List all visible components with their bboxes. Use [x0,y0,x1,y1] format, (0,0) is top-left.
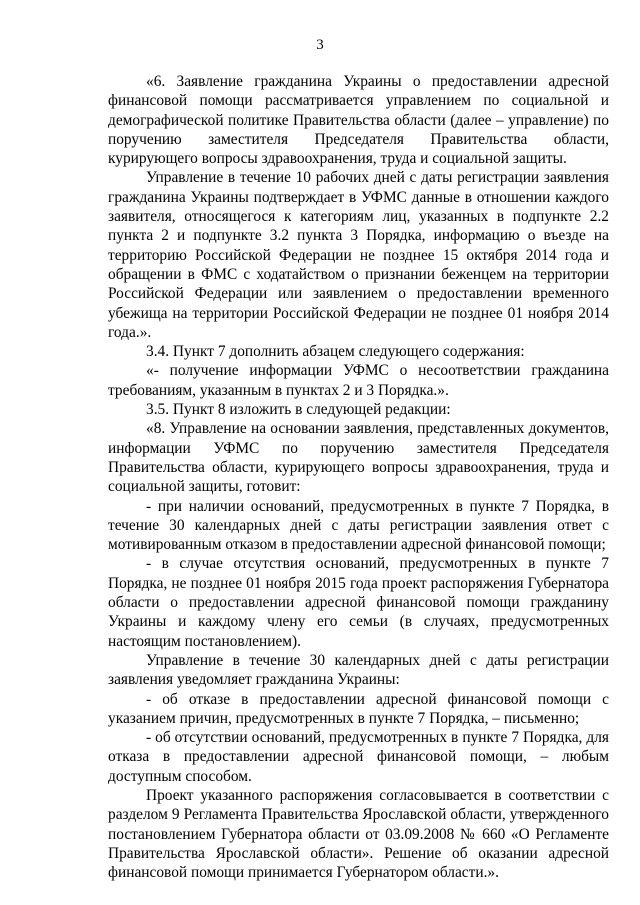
paragraph-8-intro: «8. Управление на основании заявления, представленных документов, информации УФМС по поручению заместителя Председателя Правительства области, курирующего вопросы здравоохранения, труда и социальной защиты, готовит: [108,420,609,496]
document-body [108,72,609,882]
paragraph-approval: Проект указанного распоряжения согласовывается в соответствии с разделом 9 Регламента Правительства Ярославской области, утвержденного постановлением Губернатора области от 03.09.2008 № 660 «О Регламенте Правительства Ярославской области». Решение об оказании адресной финансовой помощи принимается Губернатором области.». [108,786,609,882]
paragraph-6-review: «6. Заявление гражданина Украины о предоставлении адресной финансовой помощи рассматривается управлением по социальной и демографической политике Правительства области (далее – управление) по поручению заместителя Председателя Правительства области, курирующего вопросы здравоохранения, труда и социальной защиты. [108,73,609,168]
paragraph-3-4-text: «- получение информации УФМС о несоответствии гражданина требованиям, указанным в пунктах 2 и 3 Порядка.». [108,362,609,399]
paragraph-notification: Управление в течение 30 календарных дней с даты регистрации заявления уведомляет гражданина Украины: [108,651,609,689]
list-item-notice-no-grounds: - об отсутствии оснований, предусмотренных в пункте 7 Порядка, для отказа в предоставлении адресной финансовой помощи, – любым доступным способом. [108,729,609,785]
list-item-notice-refusal: - об отказе в предоставлении адресной финансовой помощи с указанием причин, предусмотренных в пункте 7 Порядка, – письменно; [108,690,609,727]
paragraph-3-4: 3.4. Пункт 7 дополнить абзацем следующего содержания: [146,343,525,361]
list-item-draft-order: - в случае отсутствия оснований, предусмотренных в пункте 7 Порядка, не позднее 01 ноября 2015 года проект распоряжения Губернатора области о предоставлении адресной финансовой помощи гражданину Украины и каждому члену его семьи (в случаях, предусмотренных настоящим постановлением). [108,555,609,650]
page-number: 3 [316,37,324,53]
paragraph-3-5: 3.5. Пункт 8 изложить в следующей редакции: [146,401,451,419]
list-item-refusal: - при наличии оснований, предусмотренных в пункте 7 Порядка, в течение 30 календарных дней с даты регистрации заявления ответ с мотивированным отказом в предоставлении адресной финансовой помощи; [108,497,609,554]
paragraph-ufms-confirmation: Управление в течение 10 рабочих дней с даты регистрации заявления гражданина Украины подтверждает в УФМС данные в отношении каждого заявителя, относящегося к категориям лиц, указанных в подпункте 2.2 пункта 2 и подпункте 3.2 пункта 3 Порядка, информацию о въезде на территорию Российской Федерации не позднее 15 октября 2014 года и обращении в ФМС с ходатайством о признании беженцем на территории Российской Федерации или заявлением о предоставлении временного убежища на территории Российской Федерации не позднее 01 ноября 2014 года.». [108,169,609,341]
